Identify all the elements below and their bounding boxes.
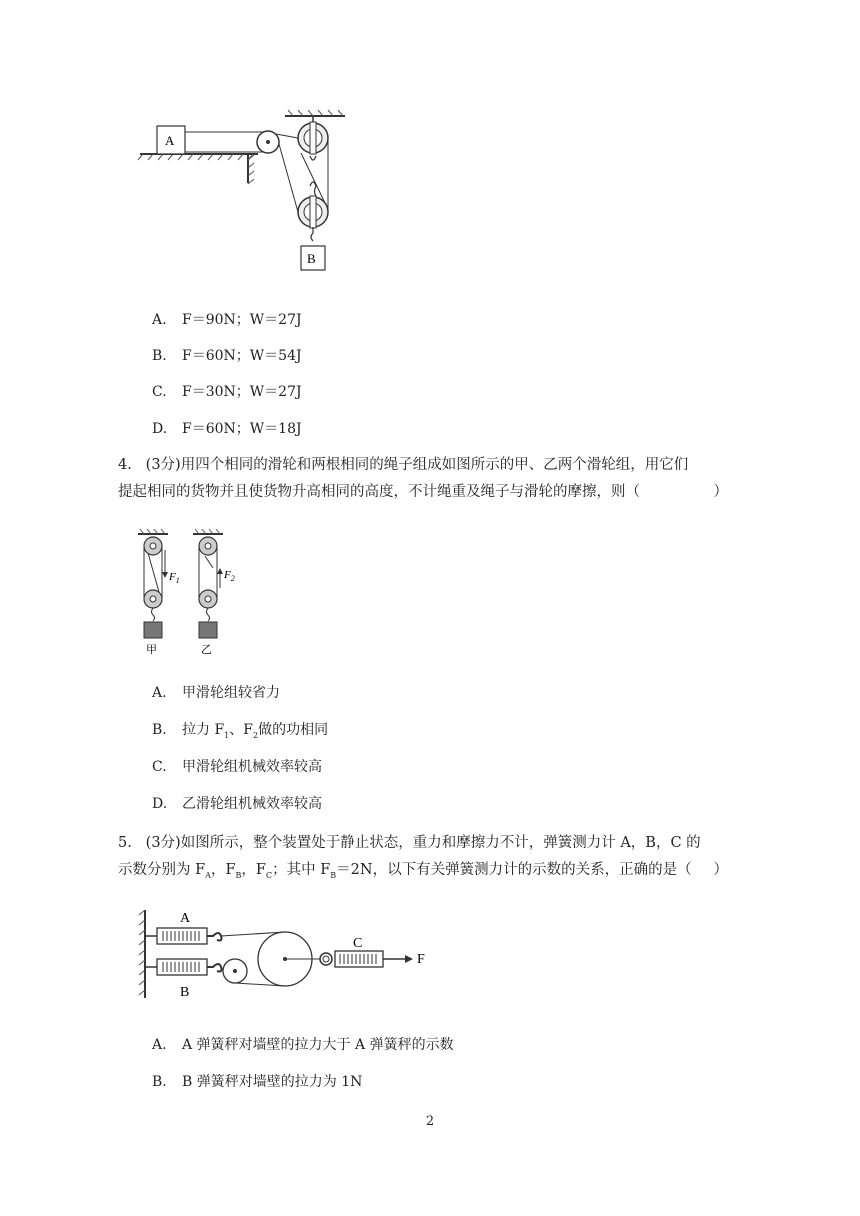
question-score: (3分) [145,835,181,851]
question-text: ，F [241,862,266,878]
group-yi-label: 乙 [201,644,212,656]
option-letter: D. [152,421,168,437]
q3-option-d [152,418,302,438]
scale-a-label: A [180,911,191,926]
question-5-line1 [118,830,728,857]
question-5-line2 [118,857,728,889]
question-5 [118,830,728,889]
option-text: 甲滑轮组较省力 [182,685,280,701]
q3-option-a [152,309,302,329]
option-text: B 弹簧秤对墙壁的拉力为 1N [182,1074,363,1090]
figure-spring-scales [135,905,435,1005]
option-letter: C. [152,384,167,400]
question-text: 用四个相同的滑轮和两根相同的绳子组成如图所示的甲、乙两个滑轮组，用它们 [180,457,689,473]
option-text: F＝30N；W＝27J [182,384,302,400]
block-b-label: B [307,251,316,266]
question-text: 提起相同的货物并且使货物升高相同的高度，不计绳重及绳子与滑轮的摩擦，则（ [118,484,640,500]
q5-option-a [152,1034,454,1054]
answer-paren: ） [713,484,728,500]
option-text: F＝60N；W＝54J [182,348,302,364]
force-f2-label: $F_2$ [224,569,235,583]
question-text: ＝2N，以下有关弹簧测力计的示数的关系，正确的是（ [336,862,692,878]
force-f1-label: $F_1$ [169,571,180,585]
group-jia-label: 甲 [146,644,157,656]
question-number: 4. [118,457,132,473]
question-4 [118,452,728,506]
answer-paren: ） [713,862,728,878]
question-4-line1 [118,452,728,479]
question-text: 如图所示，整个装置处于静止状态，重力和摩擦力不计，弹簧测力计 A，B，C 的 [180,835,701,851]
subscript: B [330,870,337,880]
question-4-line2 [118,479,728,506]
option-letter: A. [152,685,167,701]
question-number: 5. [118,835,132,851]
option-letter: B. [152,722,167,738]
option-text: 、F [229,722,253,738]
option-text: 乙滑轮组机械效率较高 [182,796,322,812]
q4-option-d [152,793,322,813]
scale-c-label: C [353,936,363,951]
option-letter: B. [152,348,167,364]
question-text: 示数分别为 F [118,862,206,878]
option-letter: D. [152,796,168,812]
q5-option-b [152,1071,362,1091]
option-text: F＝60N；W＝18J [182,421,302,437]
option-letter: B. [152,1074,167,1090]
q4-option-b [152,719,328,740]
force-f-label: F [417,952,425,967]
option-letter: A. [152,1037,167,1053]
question-text: ，F [210,862,236,878]
q3-option-b [152,345,302,365]
option-text: 甲滑轮组机械效率较高 [182,759,322,775]
option-text: 拉力 F [182,722,225,738]
q4-option-a [152,682,280,702]
option-letter: A. [152,312,167,328]
subscript: C [265,870,273,880]
subscript: B [235,870,242,880]
option-letter: C. [152,759,167,775]
block-a-label: A [165,133,175,148]
subscript: 2 [252,730,259,740]
page-number: 2 [425,1114,435,1129]
option-text: A 弹簧秤对墙壁的拉力大于 A 弹簧秤的示数 [182,1037,454,1053]
option-text: 做的功相同 [258,722,329,738]
q3-option-c [152,381,302,401]
question-text: ；其中 F [272,862,331,878]
q4-option-c [152,756,322,776]
subscript: 1 [224,730,230,740]
subscript: A [205,870,211,880]
option-text: F＝90N；W＝27J [182,312,302,328]
figure-pulley-block-system [135,108,365,278]
scale-b-label: B [180,985,190,1000]
question-score: (3分) [145,457,181,473]
figure-pulley-groups [135,528,245,658]
